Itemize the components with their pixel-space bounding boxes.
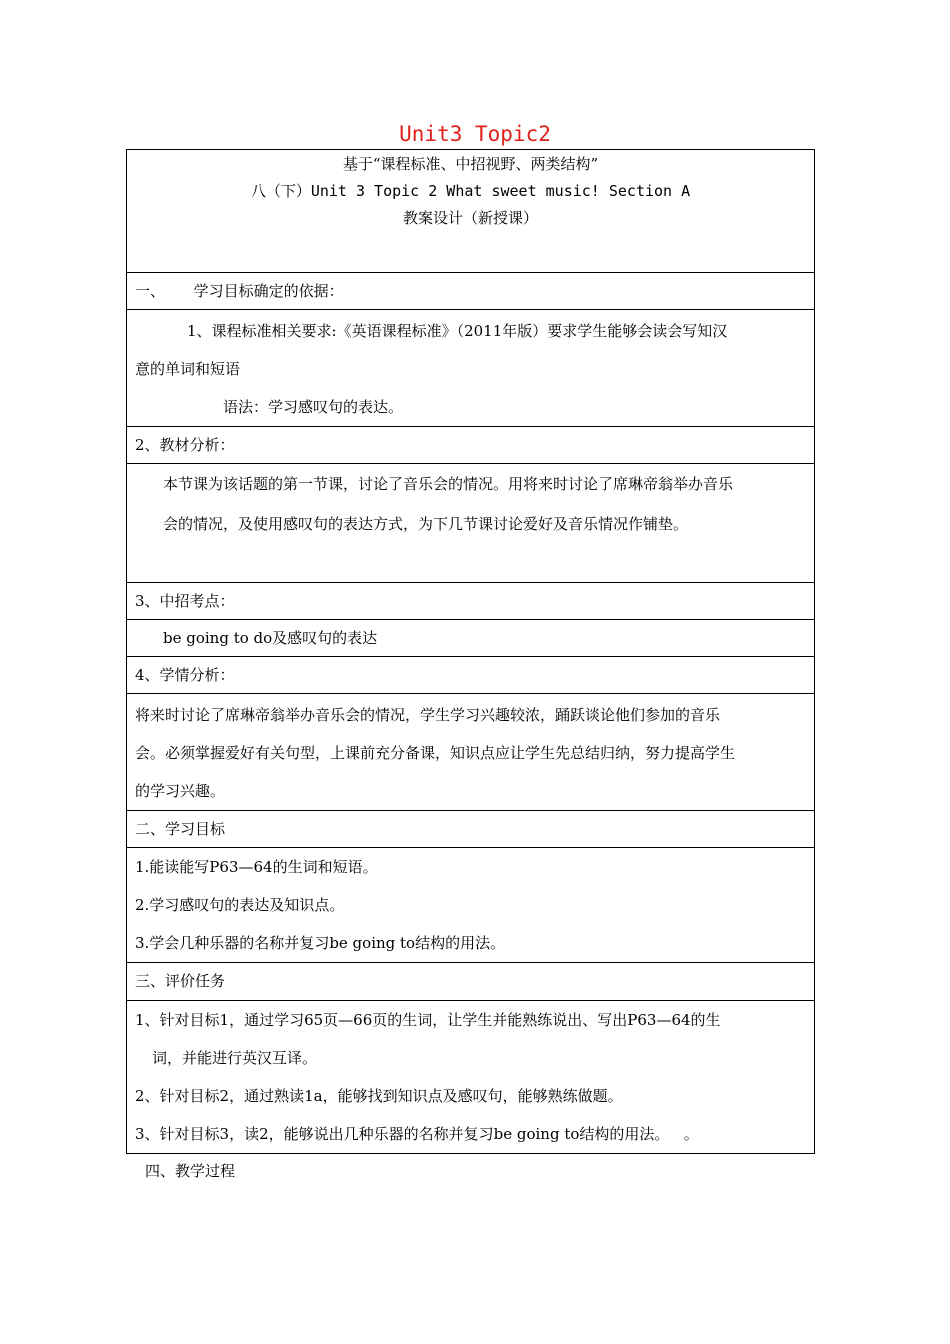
- textbook-heading-row: [127, 427, 815, 464]
- student-row: [127, 694, 815, 811]
- student-line-1: 将来时讨论了席琳帝翁举办音乐会的情况，学生学习兴趣较浓，踊跃谈论他们参加的音乐: [135, 706, 721, 724]
- standard-line-2: 意的单词和短语: [135, 360, 241, 378]
- standard-row: [127, 310, 815, 427]
- goals-row: [127, 848, 815, 963]
- student-heading-row: [127, 657, 815, 694]
- student-line-2: 会。必须掌握爱好有关句型，上课前充分备课，知识点应让学生先总结归纳，努力提高学生: [135, 744, 736, 762]
- document-title: Unit3 Topic2: [399, 122, 551, 146]
- exam-point: be going to do及感叹句的表达: [127, 620, 815, 657]
- goals-cell: [127, 848, 815, 963]
- lesson-plan-table: [126, 149, 815, 1154]
- exam-heading-row: [127, 583, 815, 620]
- student-cell: [127, 694, 815, 811]
- eval-3: 3、针对目标3，读2，能够说出几种乐器的名称并复习be going to结构的用法。 。: [135, 1125, 699, 1143]
- goal-1: 1.能读能写P63—64的生词和短语。: [135, 858, 378, 876]
- eval-heading-row: [127, 963, 815, 1001]
- textbook-line-1: 本节课为该话题的第一节课，讨论了音乐会的情况。用将来时讨论了席琳帝翁举办音乐: [163, 475, 734, 493]
- grammar-line: 语法：学习感叹句的表达。: [223, 398, 404, 416]
- textbook-line-2: 会的情况，及使用感叹句的表达方式，为下几节课讨论爱好及音乐情况作铺垫。: [163, 515, 689, 533]
- eval-2: 2、针对目标2，通过熟读1a，能够找到知识点及感叹句，能够熟练做题。: [135, 1087, 623, 1105]
- teaching-process-heading: 四、教学过程: [145, 1162, 236, 1180]
- basis-heading: 一、 学习目标确定的依据：: [127, 273, 815, 310]
- eval-cell: [127, 1001, 815, 1154]
- standard-line-1: 1、课程标准相关要求:《英语课程标准》（2011年版）要求学生能够会读会写知汉: [187, 322, 728, 340]
- eval-1-line-1: 1、针对目标1，通过学习65页—66页的生词，让学生并能熟练说出、写出P63—64的生: [135, 1011, 721, 1029]
- header-line-2: 八（下）Unit 3 Topic 2 What sweet music! Section A: [250, 182, 691, 200]
- student-heading: 4、学情分析：: [127, 657, 815, 694]
- eval-heading: 三、评价任务: [127, 963, 815, 1001]
- textbook-heading: 2、教材分析：: [127, 427, 815, 464]
- exam-point-row: [127, 620, 815, 657]
- goals-heading: 二、学习目标: [127, 811, 815, 848]
- header-cell: [127, 150, 815, 273]
- goal-3: 3.学会几种乐器的名称并复习be going to结构的用法。: [135, 934, 506, 952]
- eval-row: [127, 1001, 815, 1154]
- textbook-row: [127, 464, 815, 583]
- goal-2: 2.学习感叹句的表达及知识点。: [135, 896, 345, 914]
- student-line-3: 的学习兴趣。: [135, 782, 226, 800]
- header-line-3: 教案设计（新授课）: [402, 209, 538, 227]
- header-line-1: 基于“课程标准、中招视野、两类结构”: [342, 155, 599, 173]
- basis-heading-row: [127, 273, 815, 310]
- eval-1-line-2: 词，并能进行英汉互译。: [152, 1049, 318, 1067]
- textbook-cell: [127, 464, 815, 583]
- exam-heading: 3、中招考点：: [127, 583, 815, 620]
- standard-cell: [127, 310, 815, 427]
- goals-heading-row: [127, 811, 815, 848]
- header-row: [127, 150, 815, 273]
